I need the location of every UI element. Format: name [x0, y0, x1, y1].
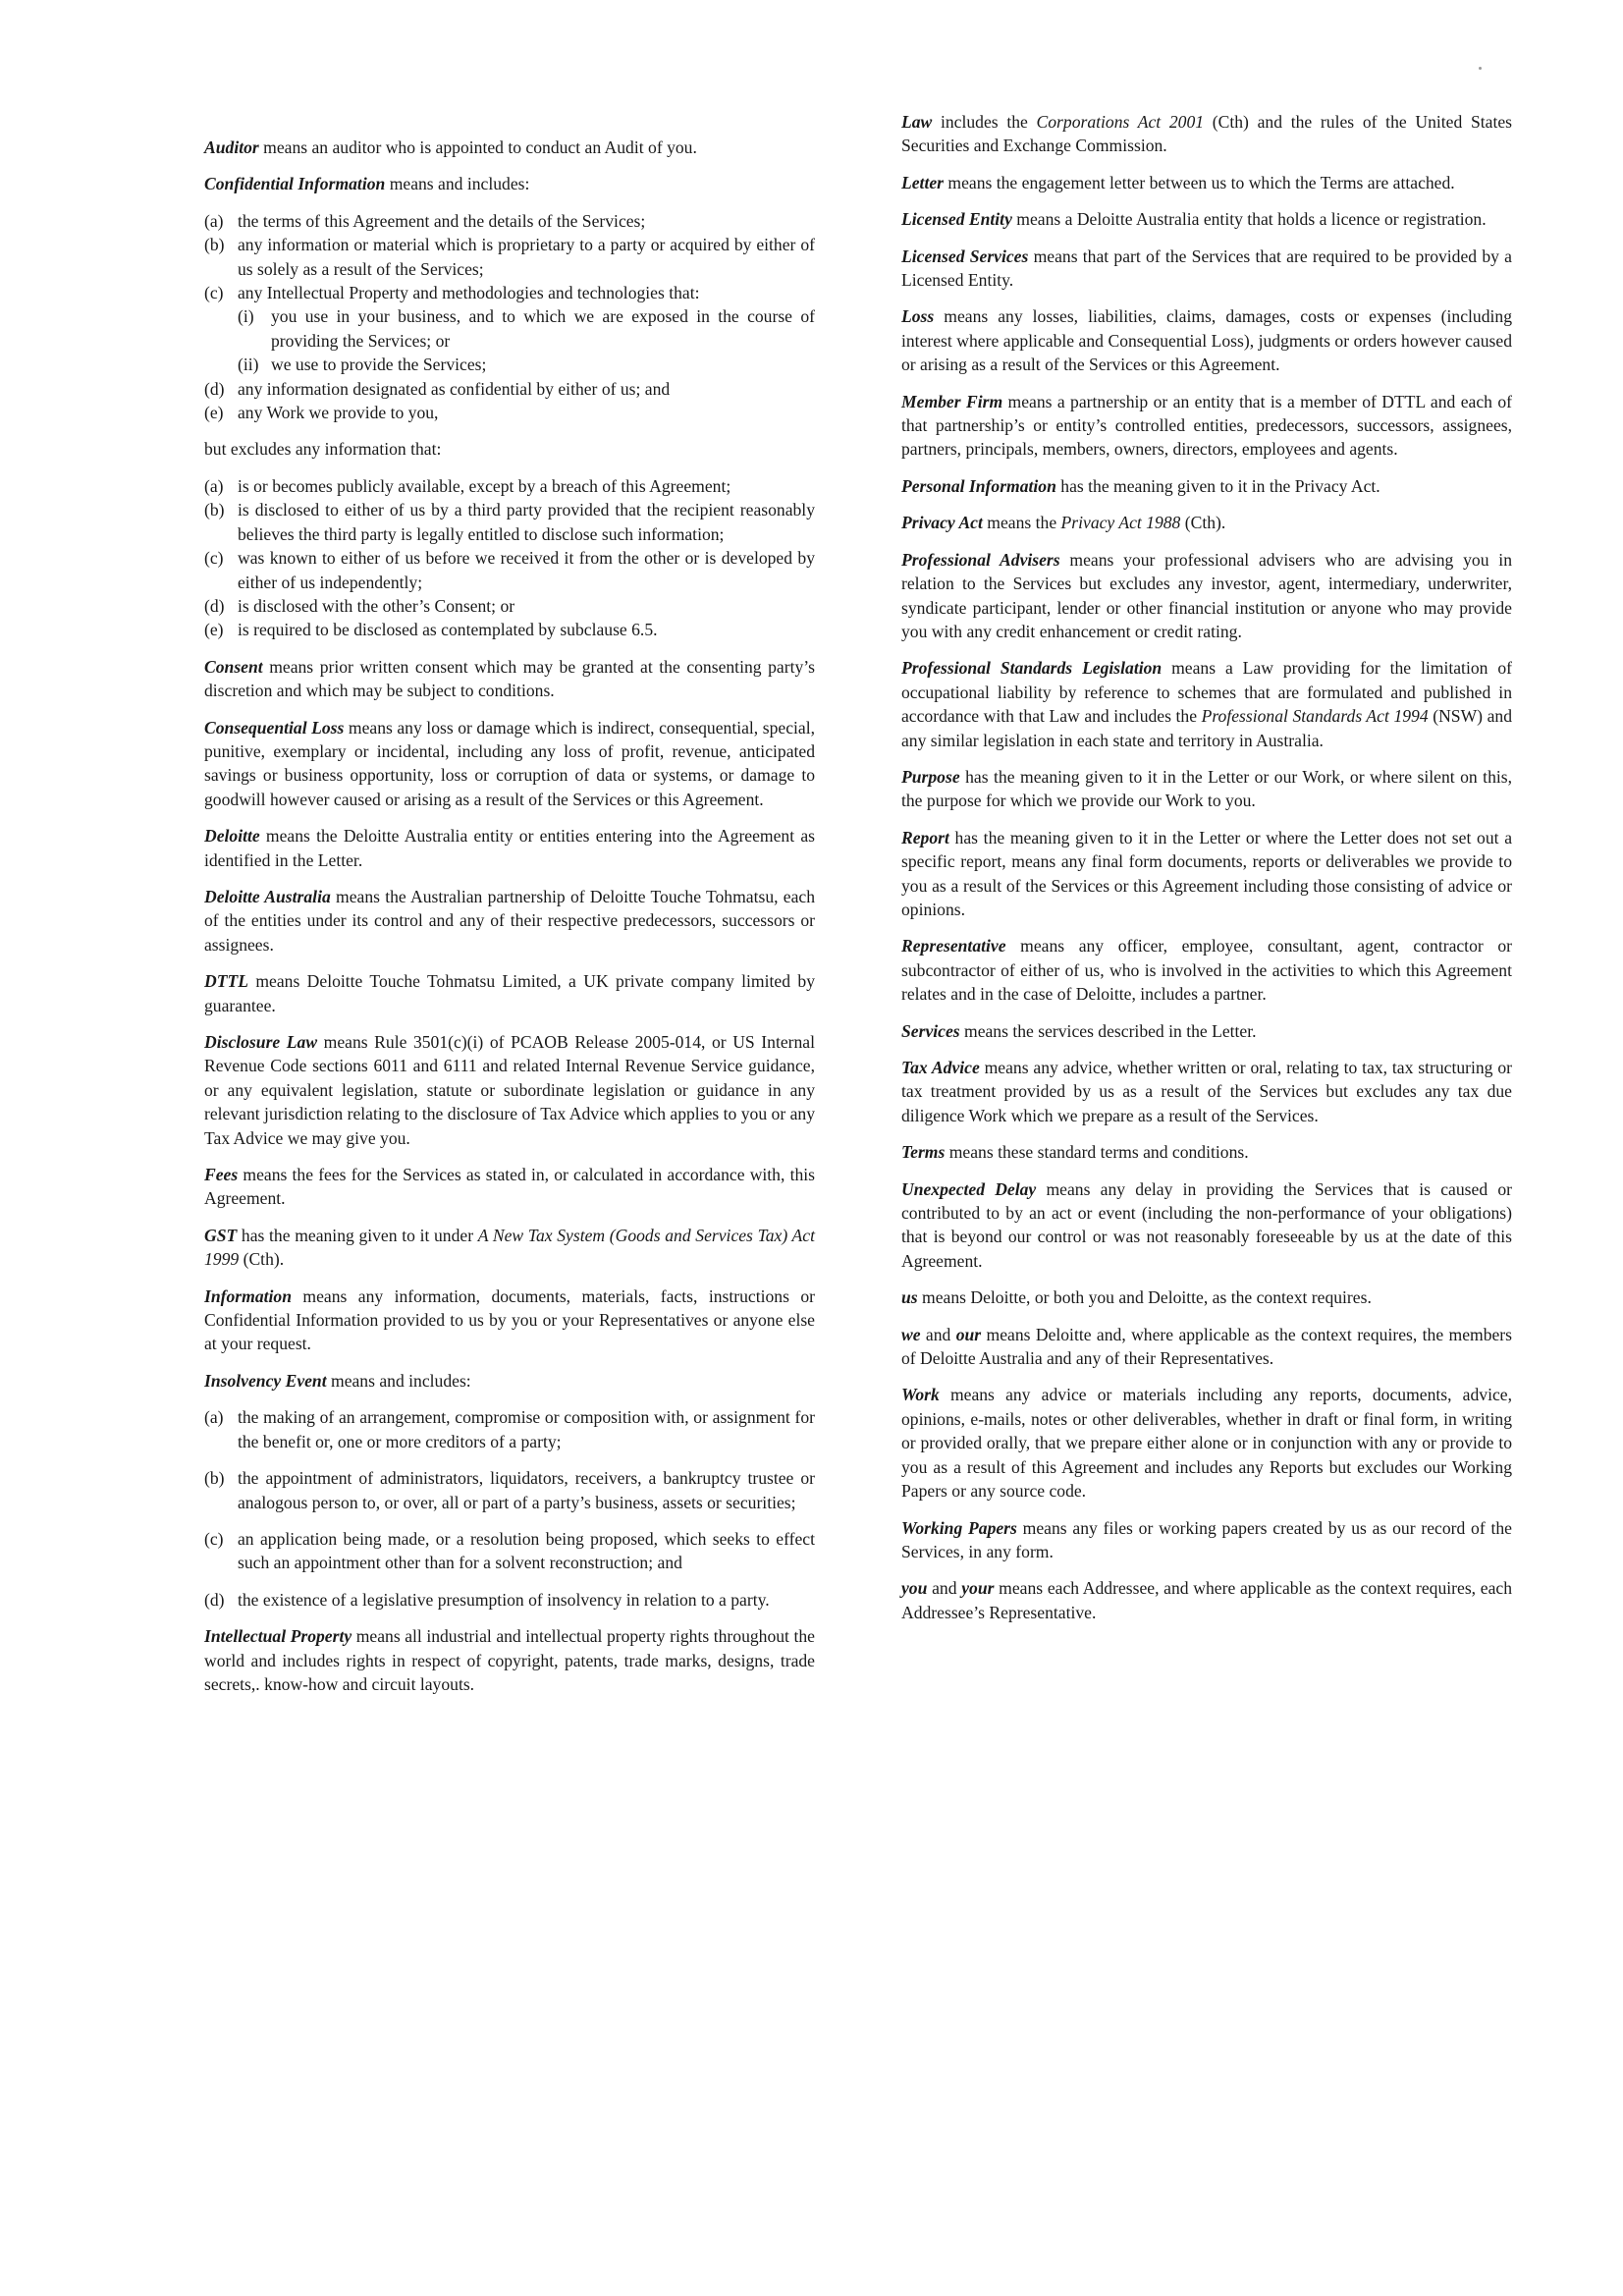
list-item: (a) the making of an arrangement, compromise or composition with, or assignment for the benefit or, one or more creditors of a party;	[204, 1407, 815, 1451]
definition-law: Law includes the Corporations Act 2001 (Cth) and the rules of the United States Securities and Exchange Commission.	[901, 112, 1512, 156]
definition-deloitte-australia: Deloitte Australia means the Australian partnership of Deloitte Touche Tohmatsu, each of the entities under its control and any of their respective predecessors, successors or assignees.	[204, 886, 816, 955]
definition-auditor: Auditor means an auditor who is appointed to conduct an Audit of you.	[204, 137, 697, 157]
insolvency-list	[204, 1405, 815, 1612]
definition-tax-advice: Tax Advice means any advice, whether written or oral, relating to tax, tax structuring or tax treatment provided by us as a result of the Services but excludes any tax due diligence Work which we prepare as a result of the Services.	[901, 1058, 1512, 1125]
list-item: (ii) we use to provide the Services;	[238, 355, 487, 375]
definition-letter: Letter means the engagement letter between us to which the Terms are attached.	[901, 172, 1455, 192]
list-item: (d) the existence of a legislative presumption of insolvency in relation to a party.	[204, 1589, 770, 1610]
definition-you-your: you and your means each Addressee, and where applicable as the context requires, each Addressee’s Representative.	[901, 1578, 1513, 1622]
definition-professional-standards-legislation: Professional Standards Legislation means a Law providing for the limitation of occupational liability by reference to schemes that are formulated and published in accordance with that Law and includes the Professional Standards Act 1994 (NSW) and any similar legislation in each state and territory in Australia.	[901, 658, 1513, 750]
definition-information: Information means any information, documents, materials, facts, instructions or Confidential Information provided to us by you or your Representatives or anyone else at your request.	[204, 1285, 815, 1354]
definition-loss: Loss means any losses, liabilities, claims, damages, costs or expenses (including interest where applicable and Consequential Loss), judgments or orders however caused or arising as a result of the Services or this Agreement.	[901, 306, 1512, 375]
definition-work: Work means any advice or materials including any reports, documents, advice, opinions, e-mails, notes or other deliverables, whether in draft or final form, in writing or provided orally, that we prepare either alone or in conjunction with any or provide to you as a result of this Agreement and includes any Reports but excludes our Working Papers or any source code.	[901, 1385, 1512, 1502]
definition-personal-information: Personal Information has the meaning given to it in the Privacy Act.	[901, 475, 1380, 496]
definition-insolvency-event: Insolvency Event means and includes:	[204, 1370, 471, 1391]
definition-member-firm: Member Firm means a partnership or an entity that is a member of DTTL and each of that partnership’s or entity’s controlled entities, predecessors, successors, assignees, partners, principals, members, owners, directors, employees and agents.	[901, 391, 1512, 460]
definition-gst: GST has the meaning given to it under A New Tax System (Goods and Services Tax) Act 1999 (Cth).	[204, 1225, 816, 1270]
definition-services: Services means the services described in the Letter.	[901, 1020, 1257, 1041]
list-item: (e) any Work we provide to you,	[204, 403, 439, 423]
definition-we-our: we and our means Deloitte and, where applicable as the context requires, the members of Deloitte Australia and any of their Representatives.	[901, 1324, 1512, 1369]
definition-deloitte: Deloitte means the Deloitte Australia entity or entities entering into the Agreement as identified in the Letter.	[204, 826, 815, 870]
definition-licensed-entity: Licensed Entity means a Deloitte Australia entity that holds a licence or registration.	[901, 209, 1487, 230]
right-column	[901, 110, 1512, 1637]
definition-report: Report has the meaning given to it in the Letter or where the Letter does not set out a specific report, means any final form documents, reports or deliverables we provide to you as a result of the Services or this Agreement including those consisting of advice or opinions.	[901, 827, 1512, 919]
list-item: (c) any Intellectual Property and methodologies and technologies that:	[204, 283, 700, 303]
list-item: (a) is or becomes publicly available, except by a breach of this Agreement;	[204, 475, 731, 496]
confidential-excludes-list	[204, 474, 815, 642]
definition-consequential-loss: Consequential Loss means any loss or damage which is indirect, consequential, special, punitive, exemplary or incidental, including any loss of profit, revenue, anticipated savings or business opportunity, loss or corruption of data or systems, or damage to goodwill however caused or arising as a result of the Services or this Agreement.	[204, 717, 815, 809]
definition-privacy-act: Privacy Act means the Privacy Act 1988 (Cth).	[901, 513, 1226, 533]
scan-speck	[1479, 67, 1482, 70]
list-item: (b) any information or material which is proprietary to a party or acquired by either of us solely as a result of the Services;	[204, 235, 815, 279]
list-item: (a) the terms of this Agreement and the details of the Services;	[204, 210, 646, 231]
definition-fees: Fees means the fees for the Services as stated in, or calculated in accordance with, this Agreement.	[204, 1165, 815, 1209]
definition-professional-advisers: Professional Advisers means your professional advisers who are advising you in relation to the Services but excludes any investor, agent, intermediary, underwriter, syndicate participant, lender or other financial institution or anyone who may provide you with any credit enhancement or credit rating.	[901, 549, 1512, 641]
definition-confidential-information: Confidential Information means and includes:	[204, 174, 530, 194]
confidential-includes-list	[204, 209, 815, 425]
definition-unexpected-delay: Unexpected Delay means any delay in providing the Services that is caused or contributed to by an act or event (including the non-performance of your obligations) that is beyond our control or was not reasonably foreseeable by us at the date of this Agreement.	[901, 1178, 1513, 1271]
excludes-intro: but excludes any information that:	[204, 439, 442, 460]
list-item: (c) an application being made, or a resolution being proposed, which seeks to effect such an appointment other than for a solvent reconstruction; and	[204, 1528, 815, 1573]
list-item: (e) is required to be disclosed as contemplated by subclause 6.5.	[204, 620, 658, 640]
definition-licensed-services: Licensed Services means that part of the Services that are required to be provided by a Licensed Entity.	[901, 246, 1512, 291]
list-item: (b) is disclosed to either of us by a third party provided that the recipient reasonably believes the third party is legally entitled to disclose such information;	[204, 500, 815, 544]
definition-intellectual-property: Intellectual Property means all industrial and intellectual property rights throughout the world and includes rights in respect of copyright, patents, trade marks, designs, trade secrets,. know-how and circuit layouts.	[204, 1626, 815, 1694]
list-item: (b) the appointment of administrators, liquidators, receivers, a bankruptcy trustee or analogous person to, or over, all or part of a party’s business, assets or securities;	[204, 1468, 815, 1512]
list-item: (i) you use in your business, and to which we are exposed in the course of providing the Services; or	[238, 306, 815, 351]
definition-terms: Terms means these standard terms and conditions.	[901, 1142, 1249, 1163]
sublist	[204, 304, 815, 376]
list-item: (d) any information designated as confidential by either of us; and	[204, 378, 671, 399]
list-item: (c) was known to either of us before we received it from the other or is developed by either of us independently;	[204, 548, 815, 592]
list-item: (d) is disclosed with the other’s Consent; or	[204, 595, 515, 616]
definition-purpose: Purpose has the meaning given to it in the Letter or our Work, or where silent on this, the purpose for which we provide our Work to you.	[901, 766, 1512, 811]
definition-us: us means Deloitte, or both you and Deloitte, as the context requires.	[901, 1287, 1372, 1308]
definition-consent: Consent means prior written consent which may be granted at the consenting party’s discretion and which may be subject to conditions.	[204, 656, 815, 701]
left-column	[204, 136, 815, 1709]
definition-dttl: DTTL means Deloitte Touche Tohmatsu Limited, a UK private company limited by guarantee.	[204, 971, 815, 1015]
definition-working-papers: Working Papers means any files or working papers created by us as our record of the Services, in any form.	[901, 1517, 1512, 1561]
definition-disclosure-law: Disclosure Law means Rule 3501(c)(i) of PCAOB Release 2005-014, or US Internal Revenue Code sections 6011 and 6111 and related Internal Revenue Service guidance, or any equivalent legislation, statute or subordinate legislation or guidance in any relevant jurisdiction relating to the disclosure of Tax Advice which applies to you or any Tax Advice we may give you.	[204, 1032, 815, 1148]
definition-representative: Representative means any officer, employee, consultant, agent, contractor or subcontractor of either of us, who is involved in the activities to which this Agreement relates and in the case of Deloitte, includes a partner.	[901, 936, 1512, 1005]
